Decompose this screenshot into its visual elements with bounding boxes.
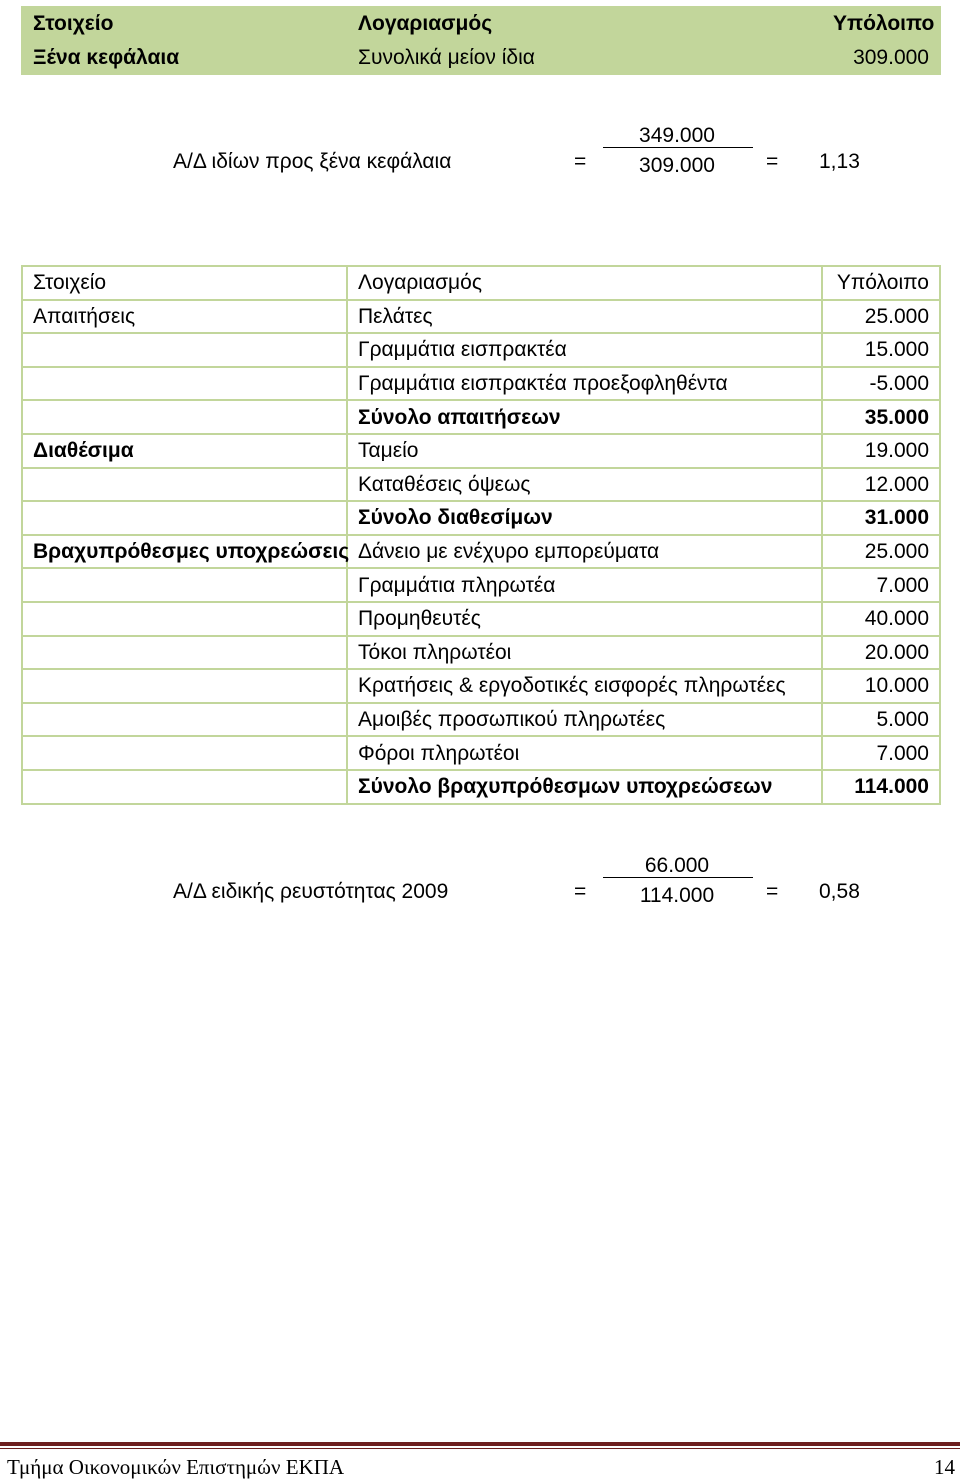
table-row [22,636,940,670]
footer-department: Τμήμα Οικονομικών Επιστημών ΕΚΠΑ [7,1455,345,1479]
page-number: 14 [934,1455,955,1479]
cell-account: Σύνολο διαθεσίμων [347,501,822,535]
fraction-line [603,147,753,148]
cell-balance: 31.000 [822,501,940,535]
cell-account: Σύνολο απαιτήσεων [347,400,822,434]
ratio-label: Α/Δ ειδικής ρευστότητας 2009 [173,880,449,903]
cell-account: Καταθέσεις όψεως [347,468,822,502]
cell-item [22,468,347,502]
cell-item [22,736,347,770]
table-row [22,568,940,602]
equals-sign: = [574,150,587,173]
cell-account: Ταμείο [347,434,822,468]
cell-item [22,400,347,434]
table-row-total [22,770,940,804]
cell-balance: 7.000 [822,568,940,602]
equals-sign: = [574,880,587,903]
table-row [22,736,940,770]
equals-sign: = [766,150,779,173]
cell-item [22,703,347,737]
cell-balance: 15.000 [822,333,940,367]
table-row [22,535,940,569]
cell-balance: 35.000 [822,400,940,434]
cell-balance: 25.000 [822,535,940,569]
table-row [22,602,940,636]
footer-rule-thin [0,1448,960,1449]
header-item: Στοιχείο [22,266,347,300]
equals-sign: = [766,880,779,903]
cell-balance: 5.000 [822,703,940,737]
cell-item [22,636,347,670]
table-row [22,669,940,703]
cell-item [22,602,347,636]
table-row [22,468,940,502]
ratio-numerator: 349.000 [639,124,715,147]
cell-item: Ξένα κεφάλαια [22,41,347,75]
cell-account: Γραμμάτια εισπρακτέα προεξοφληθέντα [347,367,822,401]
ratio-denominator: 309.000 [639,154,715,177]
cell-item [22,501,347,535]
footer-rule-thick [0,1442,960,1446]
cell-balance: 12.000 [822,468,940,502]
header-account: Λογαριασμός [347,7,822,41]
header-item: Στοιχείο [22,7,347,41]
fraction-line [603,877,753,878]
cell-account: Αμοιβές προσωπικού πληρωτέες [347,703,822,737]
table-row-total [22,501,940,535]
cell-item [22,568,347,602]
ratio-denominator: 114.000 [639,884,715,907]
liquidity-table [21,265,941,805]
table-header-row [22,266,940,300]
cell-item [22,669,347,703]
cell-account: Σύνολο βραχυπρόθεσμων υποχρεώσεων [347,770,822,804]
table-row [22,300,940,334]
cell-item: Βραχυπρόθεσμες υποχρεώσεις [22,535,347,569]
table-row [22,434,940,468]
table-row [22,41,940,75]
ratio-numerator: 66.000 [644,854,710,877]
table-row-total [22,400,940,434]
header-account: Λογαριασμός [347,266,822,300]
ratio-result: 1,13 [819,150,860,173]
header-balance: Υπόλοιπο [822,7,940,41]
cell-balance: -5.000 [822,367,940,401]
ratio-quick-liquidity [0,854,960,920]
cell-account: Πελάτες [347,300,822,334]
cell-account: Δάνειο με ενέχυρο εμπορεύματα [347,535,822,569]
cell-balance: 309.000 [822,41,940,75]
cell-account: Κρατήσεις & εργοδοτικές εισφορές πληρωτέες [347,669,822,703]
header-balance: Υπόλοιπο [822,266,940,300]
cell-item [22,367,347,401]
table-header-row [22,7,940,41]
cell-account: Γραμμάτια πληρωτέα [347,568,822,602]
cell-item: Απαιτήσεις [22,300,347,334]
cell-account: Προμηθευτές [347,602,822,636]
cell-item [22,333,347,367]
cell-balance: 40.000 [822,602,940,636]
cell-balance: 20.000 [822,636,940,670]
cell-account: Συνολικά μείον ίδια [347,41,822,75]
cell-item [22,770,347,804]
cell-balance: 19.000 [822,434,940,468]
cell-account: Τόκοι πληρωτέοι [347,636,822,670]
table-row [22,703,940,737]
cell-account: Γραμμάτια εισπρακτέα [347,333,822,367]
cell-balance: 114.000 [822,770,940,804]
ratio-label: Α/Δ ιδίων προς ξένα κεφάλαια [173,150,452,173]
cell-account: Φόροι πληρωτέοι [347,736,822,770]
cell-balance: 25.000 [822,300,940,334]
ratio-equity-to-debt [0,124,960,190]
cell-balance: 7.000 [822,736,940,770]
table-row [22,333,940,367]
cell-balance: 10.000 [822,669,940,703]
cell-item: Διαθέσιμα [22,434,347,468]
table-row [22,367,940,401]
equity-table [21,6,941,75]
ratio-result: 0,58 [819,880,860,903]
